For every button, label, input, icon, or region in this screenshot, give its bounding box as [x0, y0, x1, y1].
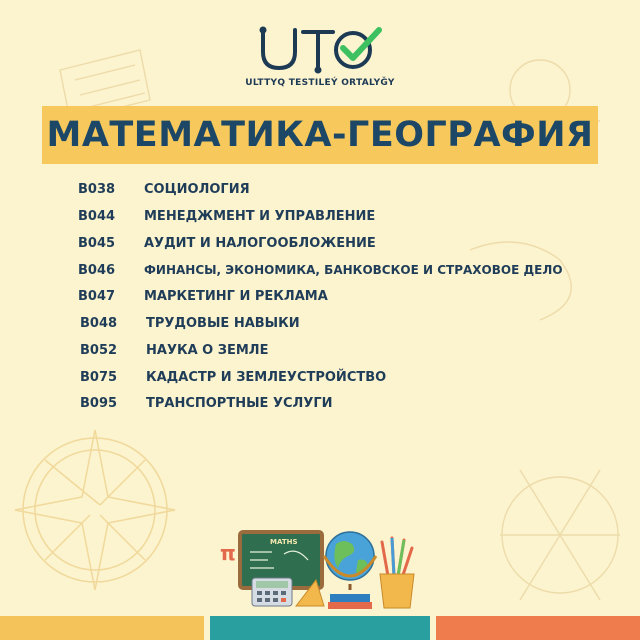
- stripe-teal: [210, 616, 430, 640]
- list-item: [80, 312, 300, 334]
- list-item: [78, 178, 250, 200]
- compass-rose: [15, 430, 175, 590]
- stripe-orange: [436, 616, 640, 640]
- item-name: МЕНЕДЖМЕНТ И УПРАВЛЕНИЕ: [144, 208, 376, 224]
- item-code: В038: [78, 181, 116, 197]
- list-item: [78, 285, 328, 307]
- item-code: В044: [78, 208, 116, 224]
- page-title: МАТЕМАТИКА-ГЕОГРАФИЯ: [46, 115, 594, 155]
- logo: [0, 24, 640, 88]
- school-illustration: [212, 520, 428, 612]
- item-name: МАРКЕТИНГ И РЕКЛАМА: [144, 288, 328, 304]
- item-code: В048: [80, 315, 118, 331]
- item-name: АУДИТ И НАЛОГООБЛОЖЕНИЕ: [144, 235, 376, 251]
- chalkboard-title: MATHS: [270, 538, 298, 546]
- item-code: В045: [78, 235, 116, 251]
- pi-icon: π: [220, 541, 236, 565]
- stripe-yellow: [0, 616, 204, 640]
- item-code: В047: [78, 288, 116, 304]
- globe-icon: [324, 532, 376, 590]
- logo-caption: ULTTYQ TESTILEÝ ORTALYĞY: [245, 78, 395, 88]
- item-name: ФИНАНСЫ, ЭКОНОМИКА, БАНКОВСКОЕ И СТРАХОВОЕ ДЕЛО: [144, 263, 563, 277]
- title-band: [42, 106, 598, 164]
- list-item: [80, 366, 386, 388]
- bottom-stripes: [0, 616, 640, 640]
- item-name: КАДАСТР И ЗЕМЛЕУСТРОЙСТВО: [146, 369, 387, 385]
- item-name: ТРАНСПОРТНЫЕ УСЛУГИ: [146, 395, 333, 411]
- item-name: ТРУДОВЫЕ НАВЫКИ: [146, 315, 300, 331]
- list-item: [80, 339, 268, 361]
- book-icon: [330, 594, 370, 602]
- calculator-icon: [252, 578, 292, 606]
- list-item: [78, 259, 563, 281]
- item-code: В046: [78, 262, 116, 278]
- item-name: СОЦИОЛОГИЯ: [144, 181, 250, 197]
- book-icon: [328, 602, 372, 609]
- pencil-cup-icon: [380, 538, 414, 608]
- item-code: В052: [80, 342, 118, 358]
- item-code: В075: [80, 369, 118, 385]
- item-name: НАУКА О ЗЕМЛЕ: [146, 342, 269, 358]
- list-item: [78, 232, 376, 254]
- item-code: В095: [80, 395, 118, 411]
- uto-logo-icon: [255, 24, 385, 76]
- list-item: [80, 392, 333, 414]
- list-item: [78, 205, 375, 227]
